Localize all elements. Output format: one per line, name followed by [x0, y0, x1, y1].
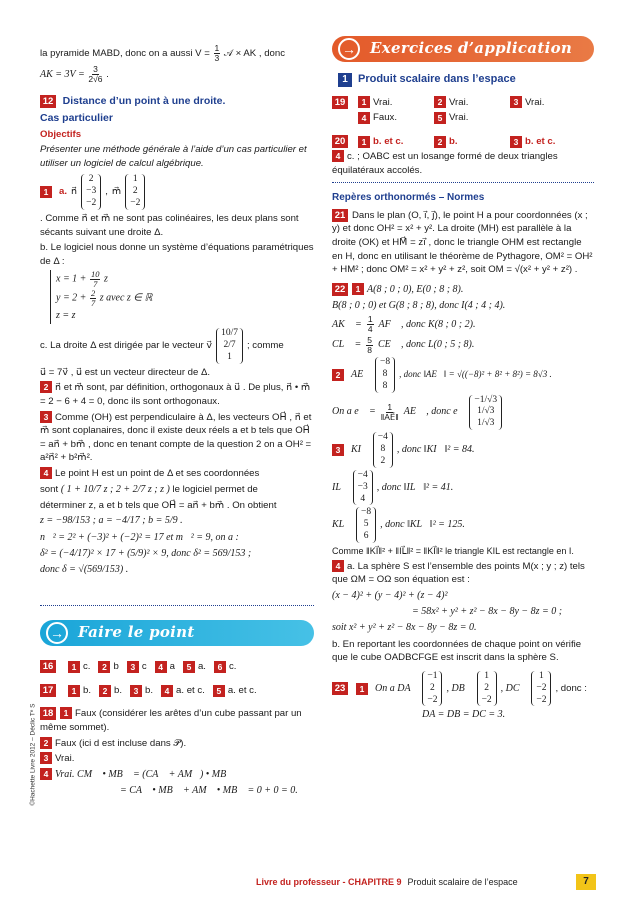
exercise-19: 19 1 Vrai. 2 Vrai. 3 Vrai. 4 Faux. 5 Vrai. — [332, 96, 594, 125]
answer-item: 1 b. et c. — [358, 135, 428, 149]
left-column — [40, 44, 314, 800]
answer-item: 1 Vrai. — [358, 96, 428, 110]
footer-chapter: Livre du professeur - CHAPITRE 9 — [256, 876, 402, 887]
answer-item: 1 b. — [68, 684, 91, 698]
objectives-label: Objectifs — [40, 128, 82, 140]
exercise-12 — [40, 94, 314, 577]
page-footer — [256, 874, 596, 890]
objectives-text: Présenter une méthode générale à l’aide d’un cas particulier et utiliser un logiciel de calcul algébrique. — [40, 144, 307, 169]
answer-item: 2 b — [98, 660, 118, 674]
answer-item: 5 Vrai. — [434, 111, 468, 125]
exercise-17: 17 1 b. 2 b. 3 b. 4 a. et c. 5 a. et c. — [40, 684, 314, 698]
parametric-system: x = 1 + $\frac{10}{7}$ z y = 2 + $\frac{2}{7}$ z avec z ∈ ℝ z = z — [50, 270, 314, 324]
question-1c-text: u⃗ = 7v⃗ , u⃗ est un vecteur directeur de Δ. — [40, 366, 211, 378]
question-1b: b. Le logiciel nous donne un système d’équations paramétriques de Δ : — [40, 242, 314, 267]
vector-dc: 1 −2 −2 — [531, 671, 551, 707]
footer-title: Produit scalaire de l’espace — [407, 876, 518, 887]
exercise-21: 21 Dans le plan (O, i⃗, j⃗), le point H a pour coordonnées (x ; y) et donc OH² = x² + y². La droite (MH) est parallèle à la droite (OK) et HM⃗ = zi⃗ , donc le triangle OHM est rectangle en H, donc en utilisant le théorème de Pythagore, OM² = OH² + HM² ; donc OM² = x² + y² + z², soit OM = √(x² + y² + z²) . — [332, 209, 593, 276]
fraction: $\frac{1}{3}$ — [214, 43, 220, 63]
vector-il: −4 −3 4 — [353, 470, 373, 506]
question-4-coords: sont ( 1 + 10/7 z ; 2 + 2/7 z ; z ) le logiciel permet de — [40, 483, 258, 495]
copyright-note: ©Hachette Livre 2012 – Déclic Tᵉ S — [29, 703, 37, 806]
answer-item: 4 a — [155, 660, 175, 674]
vector-m: 1 2 −2 — [125, 174, 145, 210]
divider — [40, 605, 314, 606]
answer-item: 3 b. — [130, 684, 153, 698]
answer-item: 2 b. — [99, 684, 122, 698]
vector-db: 1 2 −2 — [477, 671, 497, 707]
question-4-line-f: δ² = (−4/17)² × 17 + (5/9)² × 9, donc δ² = 569/153 ; — [40, 547, 252, 559]
vector-v: 10/7 2/7 1 — [216, 328, 243, 364]
question-3: 3 Comme (OH) est perpendiculaire à Δ, les vecteurs OH⃗ , n⃗ et m⃗ sont coplanaires, donc il existe deux réels a et b tels que OH⃗ = an⃗ + bm⃗ , donc en tenant compte de la question 2 on a OH² = a²n⃗² + b²m⃗². — [40, 411, 312, 464]
page-number: 7 — [576, 874, 596, 890]
arrow-right-icon: → — [338, 38, 360, 60]
answer-item: 4 Faux. — [358, 111, 428, 125]
question-4-line-d: z = −98/153 ; a = −4/17 ; b = 5/9 . — [40, 515, 183, 527]
answer-item: 4 a. et c. — [161, 684, 205, 698]
vector-e: −1/√3 1/√3 1/√3 — [469, 395, 502, 431]
exercise-12-subtitle: Cas particulier — [40, 111, 113, 124]
question-4-line-e: n⃗² = 2² + (−3)² + (−2)² = 17 et m⃗² = 9, on a : — [40, 531, 239, 543]
intro-line-2: AK = 3V = $\frac{3}{2√6}$ . — [40, 63, 109, 84]
vector-n: 2 −3 −2 — [81, 174, 101, 210]
answer-item: 2 b. — [434, 135, 504, 149]
right-column — [332, 36, 594, 725]
arrow-right-icon: → — [46, 622, 68, 644]
exercise-18: 18 1 Faux (considérer les arêtes d’un cube passant par un même sommet). 2 Faux (ici d est incluse dans 𝒫). 3 Vrai. 4 Vrai. CM⃗ • MB⃗ = (CA⃗ + AM⃗) • MB⃗ = CA⃗ • MB⃗ + AM⃗ • MB⃗ = 0 + 0 = 0. — [40, 708, 302, 796]
exercise-20: 20 1 b. et c. 2 b. 3 b. et c. 4 c. ; OABC est un losange formé de deux triangles équilatéraux accolés. — [332, 135, 558, 177]
exercise-16: 16 1 c. 2 b 3 c 4 a 5 a. 6 c. — [40, 660, 314, 674]
answer-item: 3 c — [127, 660, 147, 674]
answer-item: 6 c. — [214, 660, 236, 674]
answer-item: 1 c. — [68, 660, 90, 674]
vector-ki: −4 8 2 — [373, 432, 393, 468]
question-4-line-c: déterminer z, a et b tels que OH⃗ = an⃗ + bm⃗ . On obtient — [40, 499, 277, 511]
question-1a: 1 a. n⃗ 2 −3 −2 , m⃗ 1 2 −2 — [40, 174, 314, 210]
question-1a-text: . Comme n⃗ et m⃗ ne sont pas colinéaires, les deux plans sont sécants suivant une droite Δ. — [40, 212, 299, 238]
exercise-23: 23 1 On a DA⃗ −1 2 −2 , DB⃗ 1 2 −2 , DC⃗ 1 −2 −2 , donc : DA = DB = DC = 3. — [332, 671, 594, 723]
exercise-number: 12 — [40, 95, 56, 108]
intro-line-1: la pyramide MABD, donc on a aussi V = $\frac{1}{3}$ 𝒜 × AK , donc — [40, 43, 285, 63]
subsection-title: Repères orthonormés – Normes — [332, 191, 485, 203]
vector-kl: −8 5 6 — [356, 507, 376, 543]
question-1c: c. La droite Δ est dirigée par le vecteur v⃗ 10/7 2/7 1 ; comme — [40, 328, 284, 362]
exercices-application-banner: → Exercices d’application — [332, 36, 594, 62]
answer-item: 3 b. et c. — [510, 135, 555, 149]
exercise-12-title: 12 Distance d’un point à une droite. — [40, 94, 314, 109]
vector-da: −1 2 −2 — [422, 671, 442, 707]
fraction: $\frac{3}{2√6}$ — [88, 63, 103, 84]
answer-item: 5 a. et c. — [213, 684, 257, 698]
divider — [332, 182, 594, 183]
faire-le-point-banner: → Faire le point — [40, 620, 314, 646]
question-4-line-g: donc δ = √(569/153) . — [40, 563, 129, 575]
answer-item: 5 a. — [183, 660, 206, 674]
question-2: 2 n⃗ et m⃗ sont, par définition, orthogonaux à u⃗ . De plus, n⃗ • m⃗ = 2 − 6 + 4 = 0, donc ils sont orthogonaux. — [40, 382, 311, 407]
vector-ae: −8 8 8 — [375, 357, 395, 393]
exercise-22: 22 1 A(8 ; 0 ; 0), E(0 ; 8 ; 8). B(8 ; 0 ; 0) et G(8 ; 8 ; 8), donc I(4 ; 4 ; 4). AK⃗ = $\frac{1}{4}$ AF⃗ , donc K(8 ; 0 ; 2). CL⃗ = $\frac{5}{8}$ CE⃗ , donc L(0 ; 5 ; 8). 2 AE⃗ −8 8 8 , donc ‖AE⃗‖ = √((−8)² + 8² + 8²) = 8√3 . On a e⃗ = $\frac{1}{‖AE⃗‖}$ AE⃗ , donc e⃗ −1/√3 1/√3 1/√3 3 KI⃗ −4 8 2 , donc ‖KI⃗‖² = 84. IL⃗ −4 −3 4 , donc ‖IL⃗‖² = 41. KL⃗ −8 5 6 , donc ‖KL⃗‖² = 125. Comme ‖KI⃗‖² + ‖IL⃗‖² = ‖KI⃗‖² le triangle KIL est rectangle en I. 4 a. La sphère S est l’ensemble des points M(x ; y ; z) tels que ΩM = OΩ son équation est : (x − 4)² + (y − 4)² + (z − 4)² = 58x² + y² + z² − 8x − 8y − 8z = 0 ; soit x² + y² + z² − 8x − 8y − 8z = 0. b. En reportant les coordonnées de chaque point on vérifie que le cube OADBCFGE est inscrit dans la sphère S. — [332, 283, 585, 664]
answer-item: 2 Vrai. — [434, 96, 504, 110]
answer-item: 3 Vrai. — [510, 96, 544, 110]
question-4: 4 Le point H est un point de Δ et ses coordonnées — [40, 467, 314, 481]
section-heading: 1 Produit scalaire dans l’espace — [338, 72, 594, 88]
